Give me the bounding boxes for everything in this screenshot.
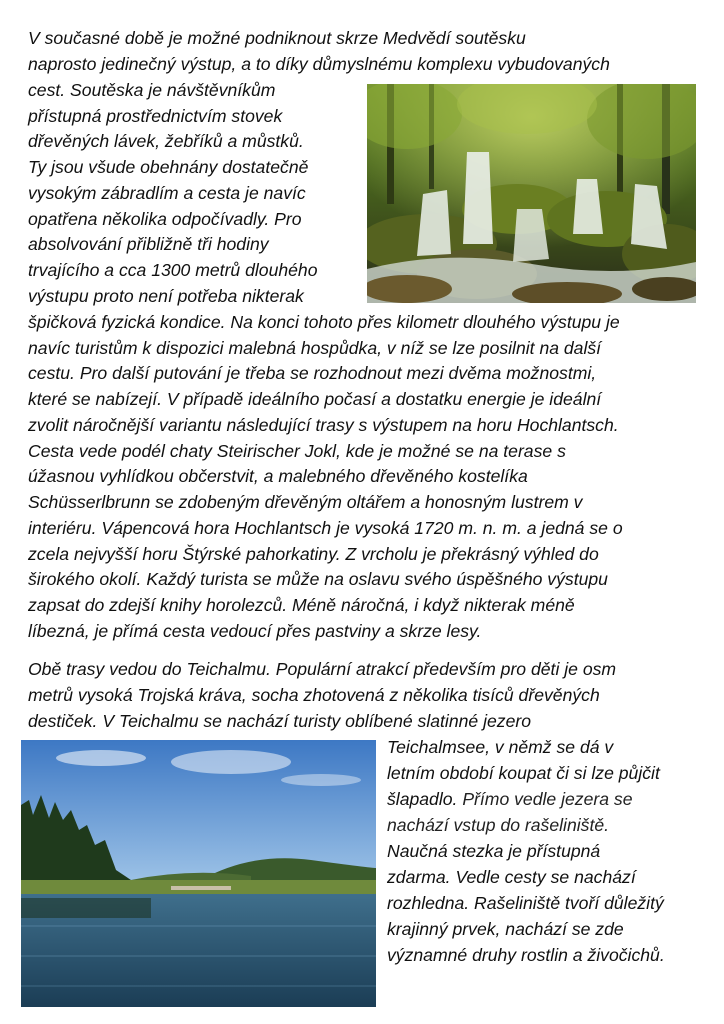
text-line: Teichalmsee, v němž se dá v <box>387 737 614 757</box>
text-line: Schüsserlbrunn se zdobeným dřevěným oltářem a honosným lustrem v <box>28 492 583 512</box>
text-line: navíc turistům k dispozici malebná hospůdka, v níž se lze posilnit na další <box>28 338 602 358</box>
text-line: úžasnou vyhlídkou občerstvit, a malebného dřevěného kostelíka <box>28 466 528 486</box>
text-line: významné druhy rostlin a živočichů. <box>387 945 665 965</box>
text-line: opatřena několika odpočívadly. Pro <box>28 209 302 229</box>
text-line: výstupu proto není potřeba nikterak <box>28 286 304 306</box>
text-line: Naučná stezka je přístupná <box>387 841 601 861</box>
text-line: absolvování přibližně tři hodiny <box>28 234 269 254</box>
text-line: vysokým zábradlím a cesta je navíc <box>28 183 306 203</box>
text-line: cestu. Pro další putování je třeba se rozhodnout mezi dvěma možnostmi, <box>28 363 597 383</box>
text-line: letním období koupat či si lze půjčit <box>387 763 660 783</box>
text-line: líbezná, je přímá cesta vedoucí přes pastviny a skrze lesy. <box>28 621 482 641</box>
text-line: zcela nejvyšší horu Štýrské pahorkatiny. Z vrcholu je překrásný výhled do <box>28 544 599 564</box>
text-line: přístupná prostřednictvím stovek <box>28 106 283 126</box>
waterfall-photo <box>367 84 696 303</box>
text-line <box>387 788 632 810</box>
text-line: metrů vysoká Trojská kráva, socha zhotovená z několika tisíců dřevěných <box>28 685 600 705</box>
text-line: Obě trasy vedou do Teichalmu. Populární atrakcí především pro děti je osm <box>28 659 617 679</box>
text-line: širokého okolí. Každý turista se může na oslavu svého úspěšného výstupu <box>28 569 608 589</box>
text-line: špičková fyzická kondice. Na konci tohoto přes kilometr dlouhého výstupu je <box>28 312 620 332</box>
text-line: interiéru. Vápencová hora Hochlantsch je vysoká 1720 m. n. m. a jedná se o <box>28 518 623 538</box>
lake-photo <box>21 740 376 1007</box>
text-line: Cesta vede podél chaty Steirischer Jokl, kde je možné se na terase s <box>28 441 566 461</box>
text-line: naprosto jedinečný výstup, a to díky důmyslnému komplexu vybudovaných <box>28 54 610 74</box>
text-line: dřevěných lávek, žebříků a můstků. <box>28 131 304 151</box>
text-span: Přímo vedle jezera se <box>457 789 633 809</box>
text-line: cest. Soutěska je návštěvníkům <box>28 80 276 100</box>
text-line: nachází vstup do rašeliniště. <box>387 815 610 835</box>
text-span: šlapadlo. <box>387 789 458 809</box>
text-line: Ty jsou všude obehnány dostatečně <box>28 157 309 177</box>
text-line: zdarma. Vedle cesty se nachází <box>387 867 636 887</box>
text-line: destiček. V Teichalmu se nachází turisty oblíbené slatinné jezero <box>28 711 532 731</box>
text-line: krajinný prvek, nachází se zde <box>387 919 624 939</box>
text-line: zvolit náročnější variantu následující trasy s výstupem na horu Hochlantsch. <box>28 415 619 435</box>
text-line: rozhledna. Rašeliniště tvoří důležitý <box>387 893 664 913</box>
text-line: V současné době je možné podniknout skrze Medvědí soutěsku <box>28 28 526 48</box>
text-line: zapsat do zdejší knihy horolezců. Méně náročná, i když nikterak méně <box>28 595 575 615</box>
text-line: trvajícího a cca 1300 metrů dlouhého <box>28 260 318 280</box>
text-line: které se nabízejí. V případě ideálního počasí a dostatku energie je ideální <box>28 389 602 409</box>
